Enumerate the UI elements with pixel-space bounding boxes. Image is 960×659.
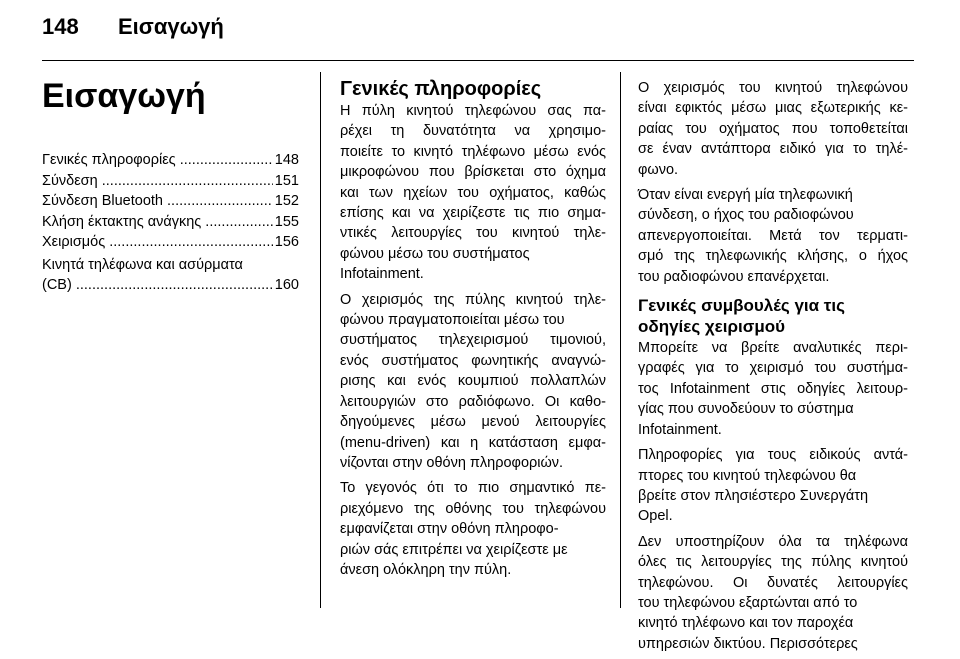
text-line: Ο χειρισμός του κινητού τηλεφώνου (638, 80, 908, 96)
column-divider (620, 72, 621, 608)
page-number: 148 (42, 14, 79, 39)
section-heading-operating-tips (638, 296, 908, 337)
text-line: υπηρεσιών δικτύου. Περισσότερες (638, 635, 858, 652)
text-line: σύνδεση, ο ήχος του ραδιοφώνου (638, 207, 854, 224)
toc-entry-label: Σύνδεση ..... (42, 171, 273, 192)
text-line: συστήματος τηλεχειρισμού τιμονιού, (340, 332, 606, 349)
text-line: βρείτε στον πλησιέστερο Συνεργάτη (638, 487, 869, 504)
toc-entry-page: 151 (274, 172, 299, 189)
heading-line: οδηγίες χειρισμού (638, 316, 786, 336)
text-line: λειτουργιών στο ραδιόφωνο. Οι καθο- (340, 393, 606, 410)
header-rule (42, 60, 914, 61)
toc-entry-label-line2: (CB) ..... (42, 275, 273, 296)
column-middle (340, 78, 606, 585)
text-line: Infotainment. (340, 266, 424, 283)
text-line: όλες τις λειτουργίες της πύλης κινητού (638, 554, 908, 571)
column-divider (320, 72, 321, 608)
toc-entry-label: Σύνδεση Bluetooth ..... (42, 191, 273, 212)
text-line: ριεχόμενο της οθόνης του τηλεφώνου (340, 500, 606, 517)
text-line: Δεν υποστηρίζουν όλα τα τηλέφωνα (638, 533, 908, 550)
text-line: Opel. (638, 508, 673, 525)
section-heading-general-info: Γενικές πληροφορίες (340, 78, 542, 100)
paragraph (638, 185, 908, 287)
text-line: του ραδιοφώνου επανέρχεται. (638, 268, 830, 285)
text-line: ριών σάς επιτρέπει να χειρίζεστε με (340, 541, 568, 558)
toc-entry[interactable] (42, 150, 299, 171)
toc-entry[interactable] (42, 212, 299, 233)
toc-entry[interactable] (42, 232, 299, 253)
text-line: Πληροφορίες για τους ειδικούς αντά- (638, 447, 908, 464)
paragraph (340, 101, 606, 285)
paragraph (638, 78, 908, 180)
text-line: (menu-driven) και η κατάσταση εμφα- (340, 434, 606, 451)
toc-entry-page: 148 (274, 152, 299, 168)
column-right (638, 78, 908, 659)
text-line: σε έναν αντάπτορα ειδικό για το τηλέ- (638, 141, 908, 158)
text-line: Όταν είναι ενεργή μία τηλεφωνική (638, 187, 853, 204)
toc-entry[interactable] (42, 191, 299, 212)
text-line: πτορες του κινητού τηλεφώνου θα (638, 467, 857, 484)
toc-entry-label-line1: Κινητά τηλέφωνα και ασύρματα (42, 256, 243, 273)
text-line: ρέχει τη δυνατότητα να χρησιμο- (340, 123, 606, 140)
text-line: Η πύλη κινητού τηλεφώνου σας πα- (340, 103, 606, 119)
toc-entry-page: 155 (274, 213, 299, 230)
text-line: τος Infotainment στις οδηγίες λειτουρ- (638, 380, 908, 397)
paragraph (340, 478, 606, 580)
text-line: φώνου πραγματοποιείται μέσω του (340, 312, 565, 329)
text-line: τηλεφώνου. Οι δυνατές λειτουργίες (638, 574, 908, 591)
text-line: γραφές για το χειρισμό του συστήμα- (638, 360, 908, 377)
text-line: Infotainment. (638, 421, 722, 438)
text-line: δηγούμενες μέσω μενού λειτουργίες (340, 414, 606, 431)
text-line: του τηλεφώνου εξαρτώνται από το (638, 594, 858, 611)
chapter-title: Εισαγωγή (42, 77, 206, 115)
text-line: κινητό τηλέφωνο και τον παροχέα (638, 615, 854, 632)
text-line: Το γεγονός ότι το πιο σημαντικό πε- (340, 480, 606, 497)
text-line: ενός συστήματος φωνητικής αναγνώ- (340, 352, 606, 369)
paragraph (340, 290, 606, 474)
toc-entry-label: Γενικές πληροφορίες ..... (42, 150, 273, 171)
toc-entry-page: 156 (274, 234, 299, 250)
text-line: φώνου μέσω του συστήματος (340, 245, 530, 262)
heading-line: Γενικές συμβουλές για τις (638, 296, 845, 316)
toc-entry-label: Κλήση έκτακτης ανάγκης ..... (42, 212, 273, 233)
text-line: ραίας του οχήματος που τοποθετείται (638, 120, 908, 137)
text-line: απενεργοποιείται. Μετά τον τερματι- (638, 227, 908, 244)
text-line: Μπορείτε να βρείτε αναλυτικές περι- (638, 340, 908, 357)
toc-entry-page: 152 (274, 193, 299, 209)
running-title: Εισαγωγή (118, 14, 224, 39)
text-line: φωνο. (638, 161, 679, 178)
text-line: άνεση ολόκληρη την πύλη. (340, 561, 512, 578)
paragraph (638, 445, 908, 527)
paragraph (638, 532, 908, 654)
text-line: γίας που συνοδεύουν το σύστημα (638, 401, 854, 418)
toc-entry-page: 160 (274, 277, 299, 293)
toc-entry-multiline[interactable] (42, 255, 299, 296)
text-line: ντικές λειτουργίες του κινητού τηλε- (340, 225, 606, 242)
text-line: μικροφώνου που βρίσκεται στο όχημα (340, 164, 606, 181)
toc-entry[interactable] (42, 171, 299, 192)
text-line: ρισης και ενός κουμπιού πολλαπλών (340, 373, 606, 390)
text-line: Ο χειρισμός της πύλης κινητού τηλε- (340, 291, 606, 308)
paragraph (638, 338, 908, 440)
text-line: ποιείτε το κινητό τηλέφωνο μέσω ενός (340, 143, 606, 160)
text-line: επίσης και να χειρίζεστε τις πιο σημα- (340, 205, 606, 222)
toc-entry-label: Χειρισμός ..... (42, 232, 273, 253)
table-of-contents (42, 150, 299, 296)
text-line: και των ηχείων του οχήματος, καθώς (340, 184, 606, 201)
text-line: εμφανίζεται στην οθόνη πληροφο- (340, 521, 559, 538)
text-line: νίζονται στην οθόνη πληροφοριών. (340, 454, 564, 471)
text-line: σμό της τηλεφωνικής κλήσης, ο ήχος (638, 248, 908, 265)
text-line: είναι εφικτός μέσω μιας εξωτερικής κε- (638, 100, 908, 117)
toc-entry-continuation (42, 275, 299, 296)
